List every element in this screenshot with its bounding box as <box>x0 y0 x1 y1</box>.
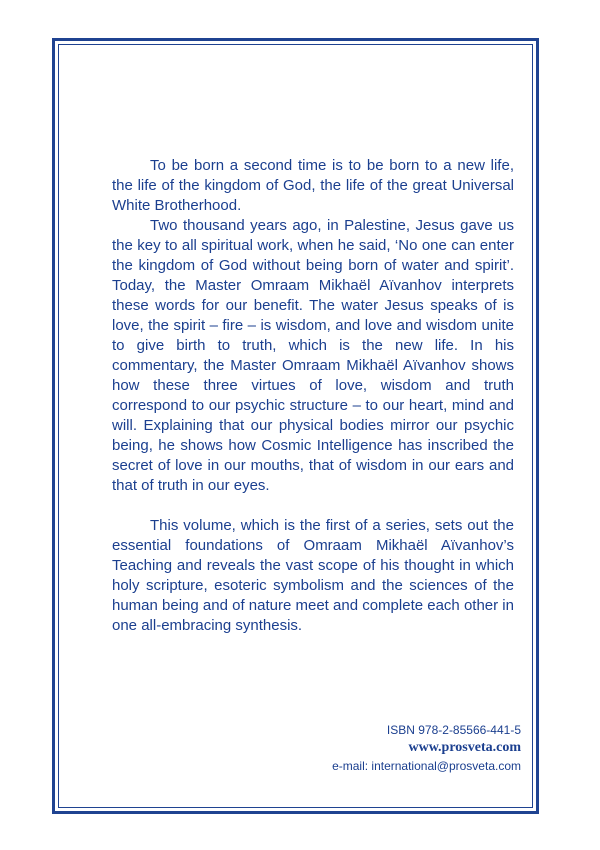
isbn-text: ISBN 978-2-85566-441-5 <box>386 723 521 737</box>
blurb-paragraph-1: To be born a second time is to be born to a new life, the life of the kingdom of God, the life of the great Universal White Brotherhood. <box>112 157 514 214</box>
email-text: e-mail: international@prosveta.com <box>332 759 521 773</box>
back-cover-blurb <box>112 156 514 636</box>
blurb-paragraph-2: Two thousand years ago, in Palestine, Jesus gave us the key to all spiritual work, when he said, ‘No one can enter the kingdom of God without being born of water and spirit’. Today, the Master Omraam Mikhaël Aïvanhov interprets these words for our benefit. The water Jesus speaks of is love, the spirit – fire – is wisdom, and love and wisdom unite to give birth to truth, which is the new life. In his commentary, the Master Omraam Mikhaël Aïvanhov shows how these three virtues of love, wisdom and truth correspond to our psychic structure – to our heart, mind and will. Explaining that our physical bodies mirror our psychic being, he shows how Cosmic Intelligence has inscribed the secret of love in our mouths, that of wisdom in our ears and that of truth in our eyes. <box>112 217 514 494</box>
publisher-info <box>332 721 521 775</box>
website-text: www.prosveta.com <box>408 740 521 755</box>
blurb-paragraph-3: This volume, which is the first of a series, sets out the essential foundations of Omraam Mikhaël Aïvanhov’s Teaching and reveals the vast scope of his thought in which holy scripture, esoteric symbolism and the sciences of the human being and of nature meet and complete each other in one all-embracing synthesis. <box>112 517 514 634</box>
